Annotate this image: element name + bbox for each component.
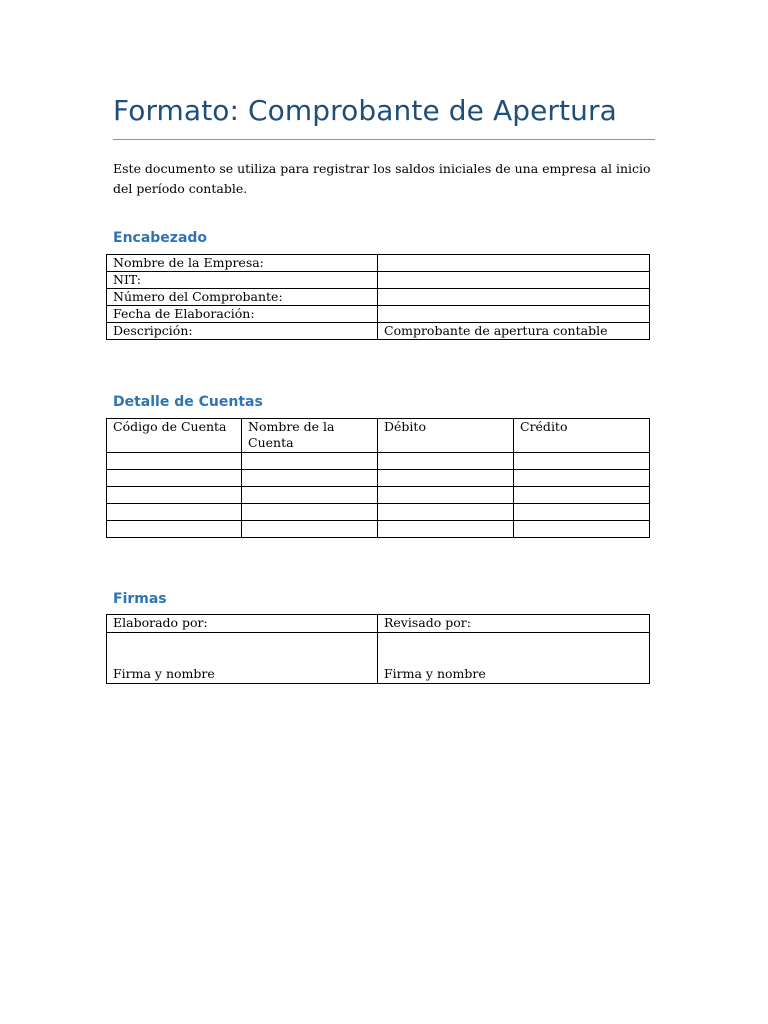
table-row bbox=[107, 289, 650, 306]
table-cell[interactable] bbox=[378, 521, 514, 538]
table-row bbox=[107, 323, 650, 340]
table-row bbox=[107, 272, 650, 289]
table-cell[interactable] bbox=[242, 521, 378, 538]
table-cell[interactable] bbox=[242, 504, 378, 521]
page-title: Formato: Comprobante de Apertura bbox=[113, 94, 617, 127]
table-cell[interactable] bbox=[514, 453, 650, 470]
column-header-revisado: Revisado por: bbox=[378, 615, 650, 633]
field-value[interactable] bbox=[378, 289, 650, 306]
field-label: NIT: bbox=[107, 272, 378, 289]
column-header-elaborado: Elaborado por: bbox=[107, 615, 378, 633]
field-value[interactable] bbox=[378, 272, 650, 289]
table-row bbox=[107, 255, 650, 272]
table-header-row bbox=[107, 419, 650, 453]
table-cell[interactable] bbox=[242, 487, 378, 504]
table-cell[interactable] bbox=[514, 487, 650, 504]
table-row bbox=[107, 487, 650, 504]
table-cell[interactable] bbox=[378, 504, 514, 521]
field-label: Fecha de Elaboración: bbox=[107, 306, 378, 323]
table-cell[interactable] bbox=[514, 521, 650, 538]
table-cell[interactable] bbox=[107, 487, 242, 504]
table-row bbox=[107, 306, 650, 323]
table-cell[interactable] bbox=[242, 453, 378, 470]
signature-cell-revisado[interactable] bbox=[378, 633, 650, 684]
table-cell[interactable] bbox=[378, 487, 514, 504]
column-header-credito: Crédito bbox=[514, 419, 650, 453]
field-label: Nombre de la Empresa: bbox=[107, 255, 378, 272]
table-cell[interactable] bbox=[378, 470, 514, 487]
heading-detalle-cuentas: Detalle de Cuentas bbox=[113, 394, 263, 410]
table-cell[interactable] bbox=[107, 470, 242, 487]
signature-cell-elaborado[interactable] bbox=[107, 633, 378, 684]
detalle-cuentas-table bbox=[106, 418, 650, 538]
table-cell[interactable] bbox=[107, 453, 242, 470]
field-value[interactable] bbox=[378, 255, 650, 272]
table-cell[interactable] bbox=[107, 504, 242, 521]
signature-row bbox=[107, 633, 650, 684]
column-header-nombre: Nombre de la Cuenta bbox=[242, 419, 378, 453]
heading-firmas: Firmas bbox=[113, 591, 167, 607]
table-cell[interactable] bbox=[107, 521, 242, 538]
table-cell[interactable] bbox=[514, 504, 650, 521]
table-row bbox=[107, 453, 650, 470]
title-divider bbox=[113, 139, 655, 140]
encabezado-table bbox=[106, 254, 650, 340]
table-row bbox=[107, 521, 650, 538]
field-value[interactable] bbox=[378, 306, 650, 323]
table-header-row bbox=[107, 615, 650, 633]
column-header-debito: Débito bbox=[378, 419, 514, 453]
table-row bbox=[107, 504, 650, 521]
field-value[interactable]: Comprobante de apertura contable bbox=[378, 323, 650, 340]
table-cell[interactable] bbox=[514, 470, 650, 487]
signature-label: Firma y nombre bbox=[113, 666, 215, 681]
firmas-table bbox=[106, 614, 650, 684]
table-row bbox=[107, 470, 650, 487]
field-label: Descripción: bbox=[107, 323, 378, 340]
signature-label: Firma y nombre bbox=[384, 666, 486, 681]
field-label: Número del Comprobante: bbox=[107, 289, 378, 306]
intro-paragraph: Este documento se utiliza para registrar los saldos iniciales de una empresa al inicio del período contable. bbox=[113, 161, 651, 196]
table-cell[interactable] bbox=[242, 470, 378, 487]
heading-encabezado: Encabezado bbox=[113, 230, 208, 246]
table-cell[interactable] bbox=[378, 453, 514, 470]
column-header-codigo: Código de Cuenta bbox=[107, 419, 242, 453]
